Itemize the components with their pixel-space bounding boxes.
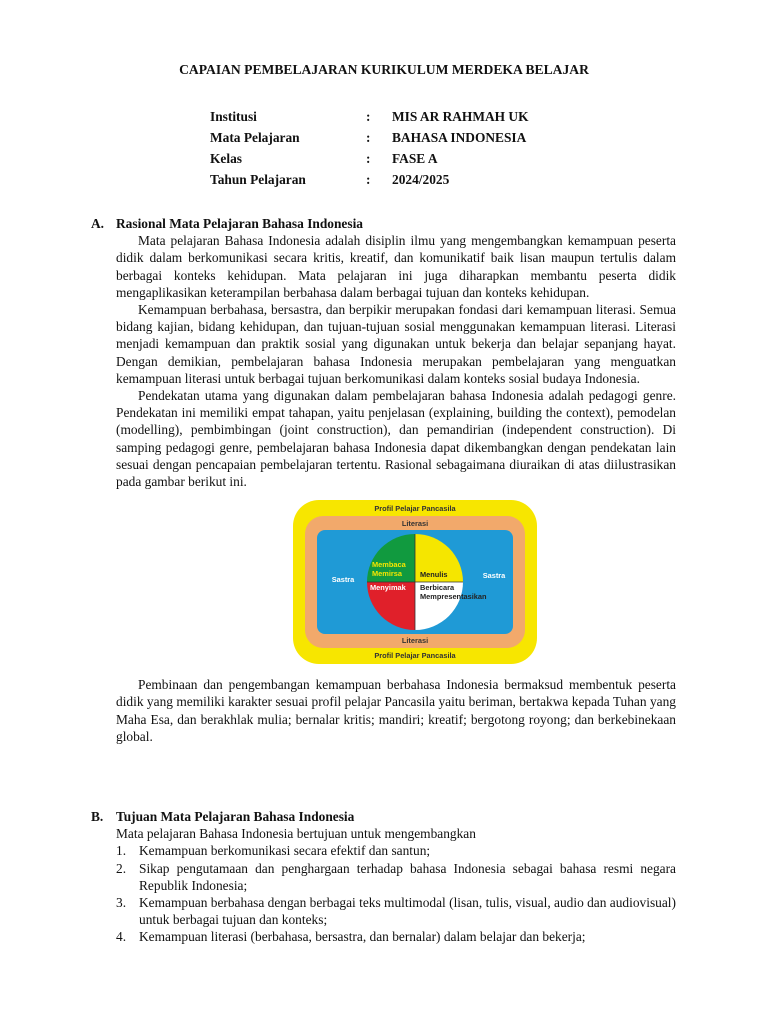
section-a-heading — [91, 215, 676, 232]
section-heading-text: Rasional Mata Pelajaran Bahasa Indonesia — [116, 216, 364, 231]
sastra-left-label: Sastra — [331, 575, 355, 585]
list-number: 1. — [116, 843, 127, 859]
literacy-diagram — [293, 500, 537, 664]
list-item — [116, 842, 676, 859]
section-letter: B. — [91, 809, 104, 824]
paragraph: Pembinaan dan pengembangan kemampuan berbahasa Indonesia bermaksud membentuk peserta didik yang memiliki karakter sesuai profil pelajar Pancasila yaitu beriman, bertakwa kepada Tuhan yang Maha Esa, dan berakhlak mulia; bernalar kritis; mandiri; kreatif; bergotong royong; dan berkebinekaan global. — [116, 677, 676, 744]
berbicara-label: Berbicara — [420, 583, 455, 593]
info-label: Kelas — [210, 151, 242, 166]
membaca-label: Membaca — [372, 560, 406, 570]
section-b-intro: Mata pelajaran Bahasa Indonesia bertujuan untuk mengembangkan — [116, 826, 476, 842]
list-number: 4. — [116, 929, 127, 945]
info-value: 2024/2025 — [392, 172, 450, 187]
page-title: CAPAIAN PEMBELAJARAN KURIKULUM MERDEKA BELAJAR — [179, 62, 589, 77]
info-colon: : — [366, 151, 371, 166]
literasi-top-label: Literasi — [401, 519, 429, 529]
profil-bottom-label: Profil Pelajar Pancasila — [374, 651, 456, 661]
info-colon: : — [366, 109, 371, 124]
list-item — [116, 894, 676, 928]
paragraph: Pendekatan utama yang digunakan dalam pembelajaran bahasa Indonesia adalah pedagogi genre. Pendekatan ini memiliki empat tahapan, yaitu penjelasan (explaining, building the context), pemodelan (modelling), pembimbingan (joint construction), dan pemandirian (independent construction). Di samping pedagogi genre, pembelajaran bahasa Indonesia dapat dikembangkan dengan pendekatan lain sesuai dengan pencapaian pembelajaran tertentu. Rasional sebagaimana diuraikan di atas diilustrasikan pada gambar berikut ini. — [116, 388, 676, 490]
sastra-right-label: Sastra — [482, 571, 506, 581]
list-number: 2. — [116, 860, 127, 876]
memirsa-label: Memirsa — [372, 569, 402, 579]
info-colon: : — [366, 172, 371, 187]
menyimak-label: Menyimak — [370, 583, 406, 593]
literasi-bottom-label: Literasi — [401, 636, 429, 646]
section-b-body — [116, 825, 676, 945]
list-item — [116, 928, 676, 945]
mempresentasikan-label: Mempresentasikan — [420, 592, 487, 602]
paragraph: Mata pelajaran Bahasa Indonesia adalah disiplin ilmu yang mengembangkan kemampuan peserta didik dalam berkomunikasi secara kritis, kreatif, dan komunikatif baik lisan maupun tertulis dalam berbagai konteks kehidupan. Mata pelajaran ini juga diharapkan membantu peserta didik mengaplikasikan keterampilan berbahasa dalam berbagai tujuan dan konteks kehidupan. — [116, 233, 676, 300]
profil-top-label: Profil Pelajar Pancasila — [374, 504, 456, 514]
info-table — [210, 108, 529, 192]
section-b — [91, 808, 676, 946]
info-colon: : — [366, 130, 371, 145]
section-b-heading — [91, 808, 676, 825]
section-heading-text: Tujuan Mata Pelajaran Bahasa Indonesia — [116, 809, 355, 824]
info-value: FASE A — [392, 151, 438, 166]
menulis-label: Menulis — [420, 570, 448, 580]
section-a — [91, 215, 676, 745]
info-label: Mata Pelajaran — [210, 130, 300, 145]
info-row-tahun-pelajaran — [210, 171, 529, 192]
info-row-mata-pelajaran — [210, 129, 529, 150]
list-text: Kemampuan berbahasa dengan berbagai teks multimodal (lisan, tulis, visual, audio dan audiovisual) untuk berbagai tujuan dan konteks; — [139, 895, 676, 928]
list-text: Sikap pengutamaan dan penghargaan terhadap bahasa Indonesia sebagai bahasa resmi negara Republik Indonesia; — [139, 860, 676, 893]
list-number: 3. — [116, 895, 127, 911]
list-text: Kemampuan literasi (berbahasa, bersastra, dan bernalar) dalam belajar dan bekerja; — [139, 929, 586, 945]
literacy-diagram-svg — [293, 500, 537, 664]
info-value: MIS AR RAHMAH UK — [392, 109, 529, 124]
info-label: Tahun Pelajaran — [210, 172, 306, 187]
info-label: Institusi — [210, 109, 257, 124]
list-text: Kemampuan berkomunikasi secara efektif dan santun; — [139, 843, 431, 859]
section-letter: A. — [91, 216, 105, 231]
paragraph: Kemampuan berbahasa, bersastra, dan berpikir merupakan fondasi dari kemampuan literasi. Semua bidang kajian, bidang kehidupan, dan tujuan-tujuan sosial menggunakan kemampuan literasi. Literasi menjadi kemampuan dan praktik sosial yang digunakan untuk bekerja dan belajar sepanjang hayat. Dengan demikian, pembelajaran bahasa Indonesia merupakan pembelajaran yang menguatkan kemampuan literasi untuk berbagai tujuan berkomunikasi dalam konteks sosial budaya Indonesia. — [116, 302, 676, 386]
info-row-institusi — [210, 108, 529, 129]
list-item — [116, 860, 676, 894]
tujuan-list — [116, 842, 676, 945]
section-a-body — [116, 232, 676, 745]
info-value: BAHASA INDONESIA — [392, 130, 527, 145]
info-row-kelas — [210, 150, 529, 171]
